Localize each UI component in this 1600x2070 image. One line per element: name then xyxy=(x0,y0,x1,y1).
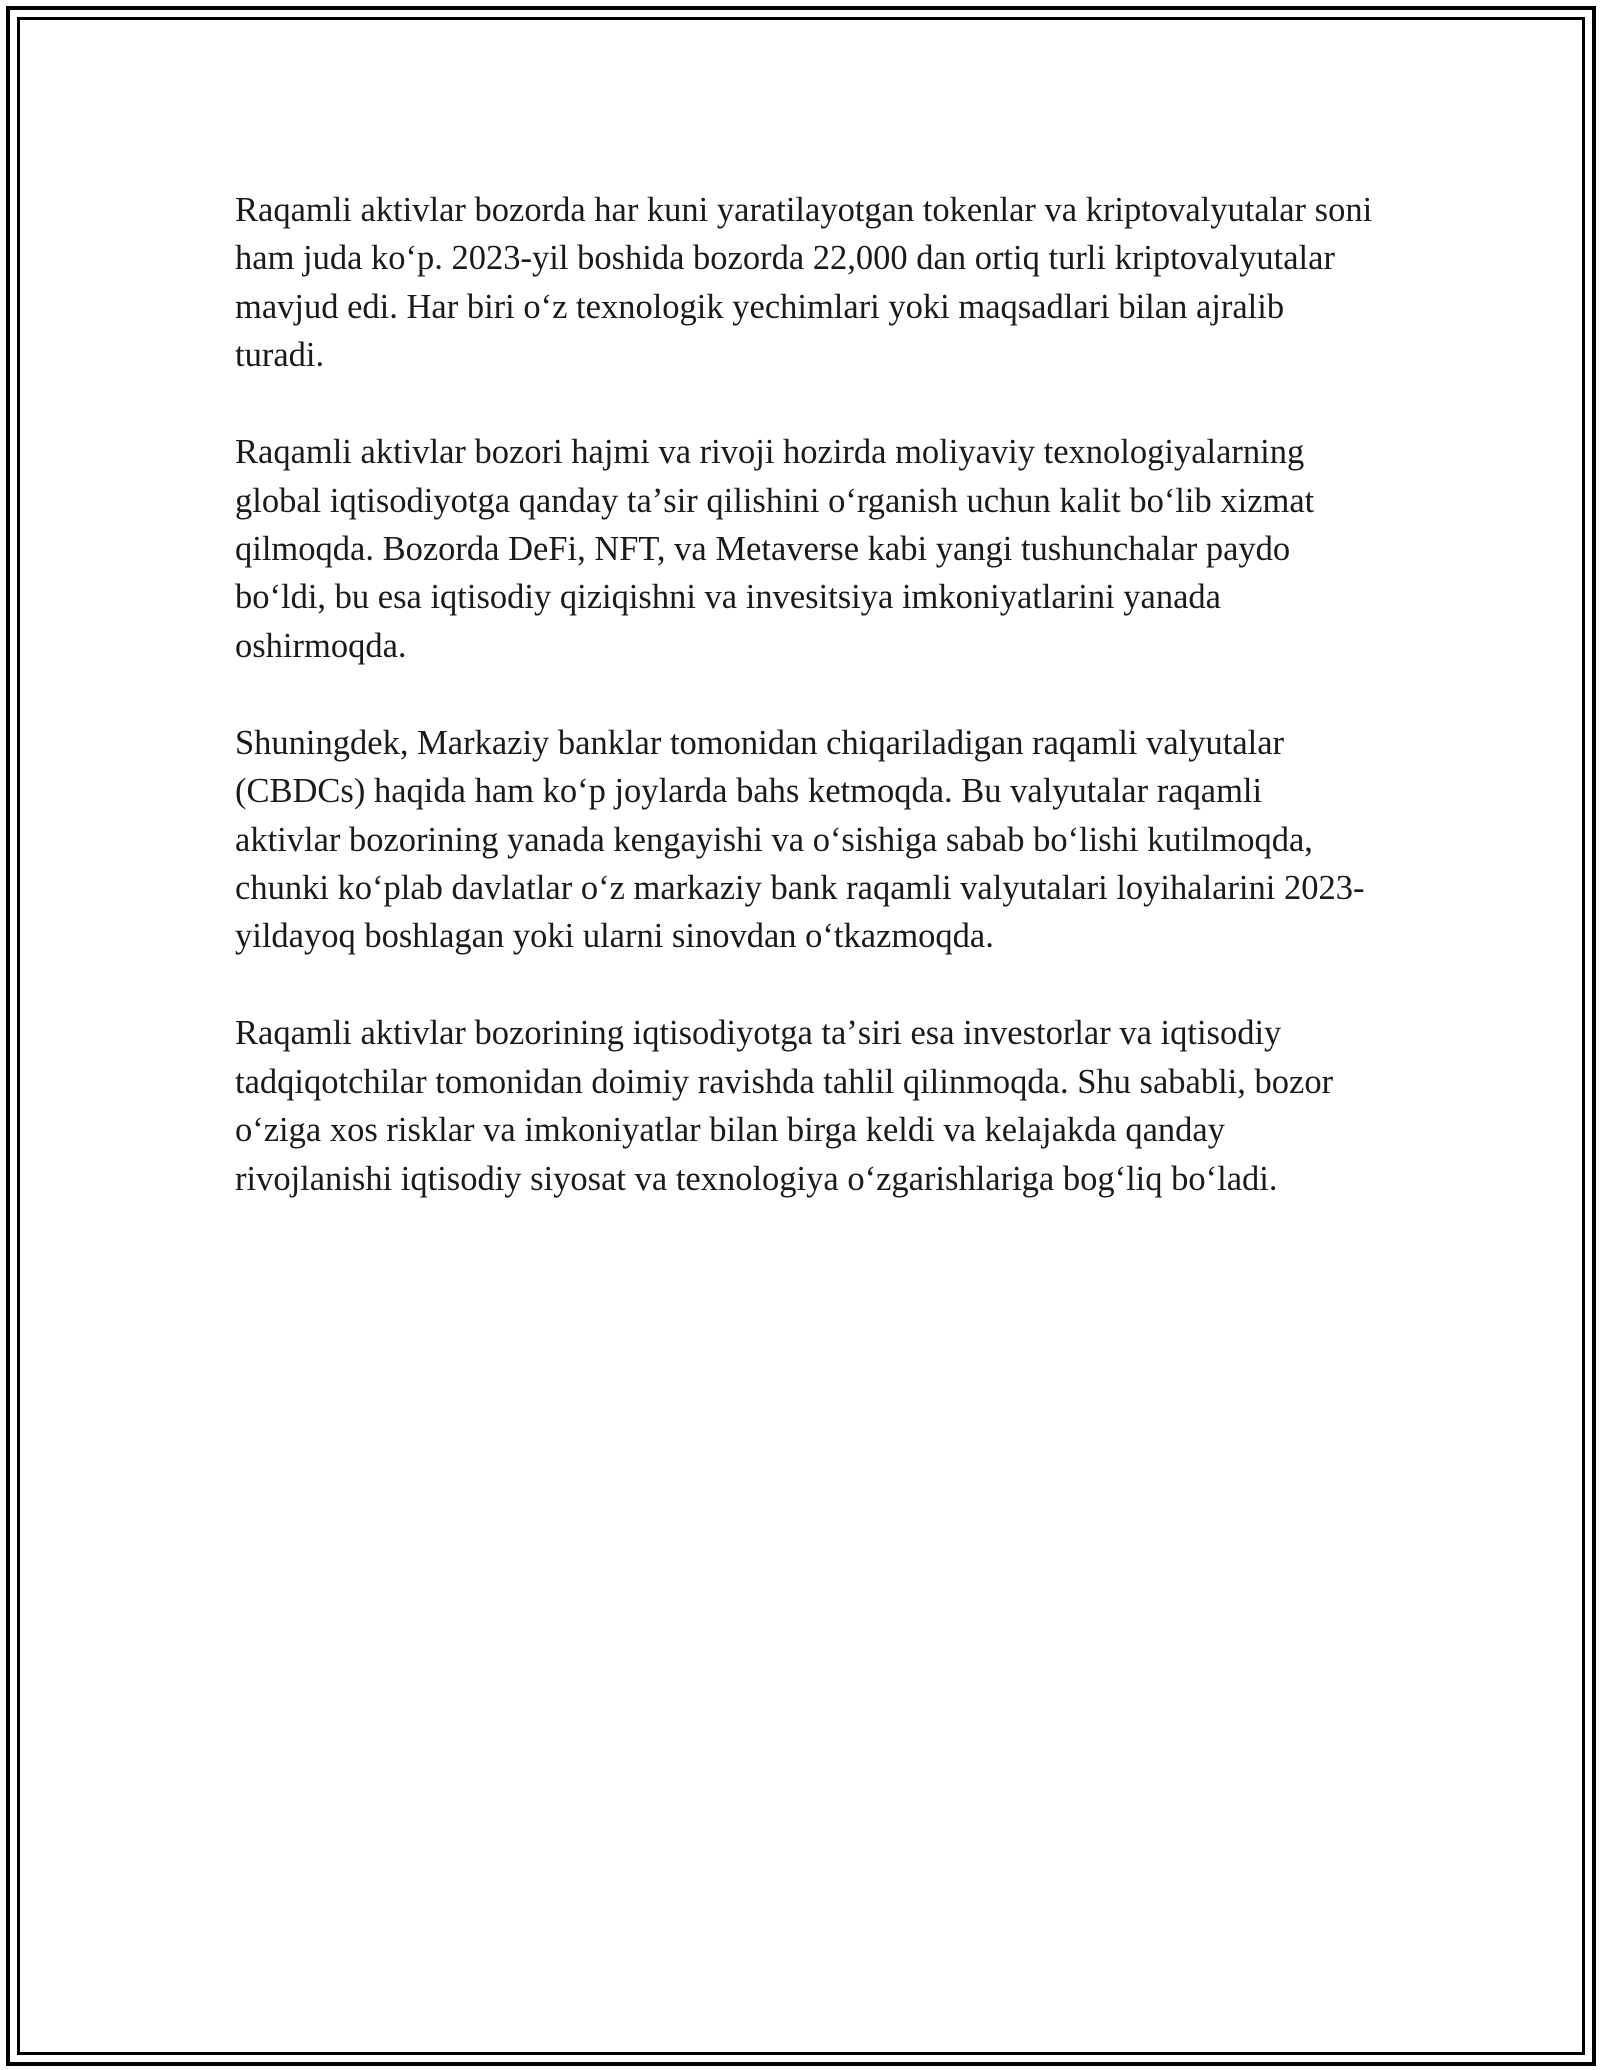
paragraph-2: Raqamli aktivlar bozori hajmi va rivoji hozirda moliyaviy texnologiyalarning global iqtisodiyotga qanday taʼsir qilishini oʻrganish uchun kalit boʻlib xizmat qilmoqda. Bozorda DeFi, NFT, va Metaverse kabi yangi tushunchalar paydo boʻldi, bu esa iqtisodiy qiziqishni va invesitsiya imkoniyatlarini yanada oshirmoqda. xyxy=(235,433,1315,665)
paragraph-1: Raqamli aktivlar bozorda har kuni yaratilayotgan tokenlar va kriptovalyutalar soni ham juda koʻp. 2023-yil boshida bozorda 22,000 dan ortiq turli kriptovalyutalar mavjud edi. Har biri oʻz texnologik yechimlari yoki maqsadlari bilan ajralib turadi. xyxy=(235,191,1373,375)
paragraph-3: Shuningdek, Markaziy banklar tomonidan chiqariladigan raqamli valyutalar (CBDCs) haqida ham koʻp joylarda bahs ketmoqda. Bu valyutalar raqamli aktivlar bozorining yanada kengayishi va oʻsishiga sabab boʻlishi kutilmoqda, chunki koʻplab davlatlar oʻz markaziy bank raqamli valyutalari loyihalarini 2023-yildayoq boshlagan yoki ularni sinovdan oʻtkazmoqda. xyxy=(235,723,1365,956)
document-body xyxy=(235,186,1375,1252)
paragraph-4: Raqamli aktivlar bozorining iqtisodiyotga taʼsiri esa investorlar va iqtisodiy tadqiqotchilar tomonidan doimiy ravishda tahlil qilinmoqda. Shu sababli, bozor oʻziga xos risklar va imkoniyatlar bilan birga keldi va kelajakda qanday rivojlanishi iqtisodiy siyosat va texnologiya oʻzgarishlariga bogʻliq boʻladi. xyxy=(235,1014,1334,1198)
